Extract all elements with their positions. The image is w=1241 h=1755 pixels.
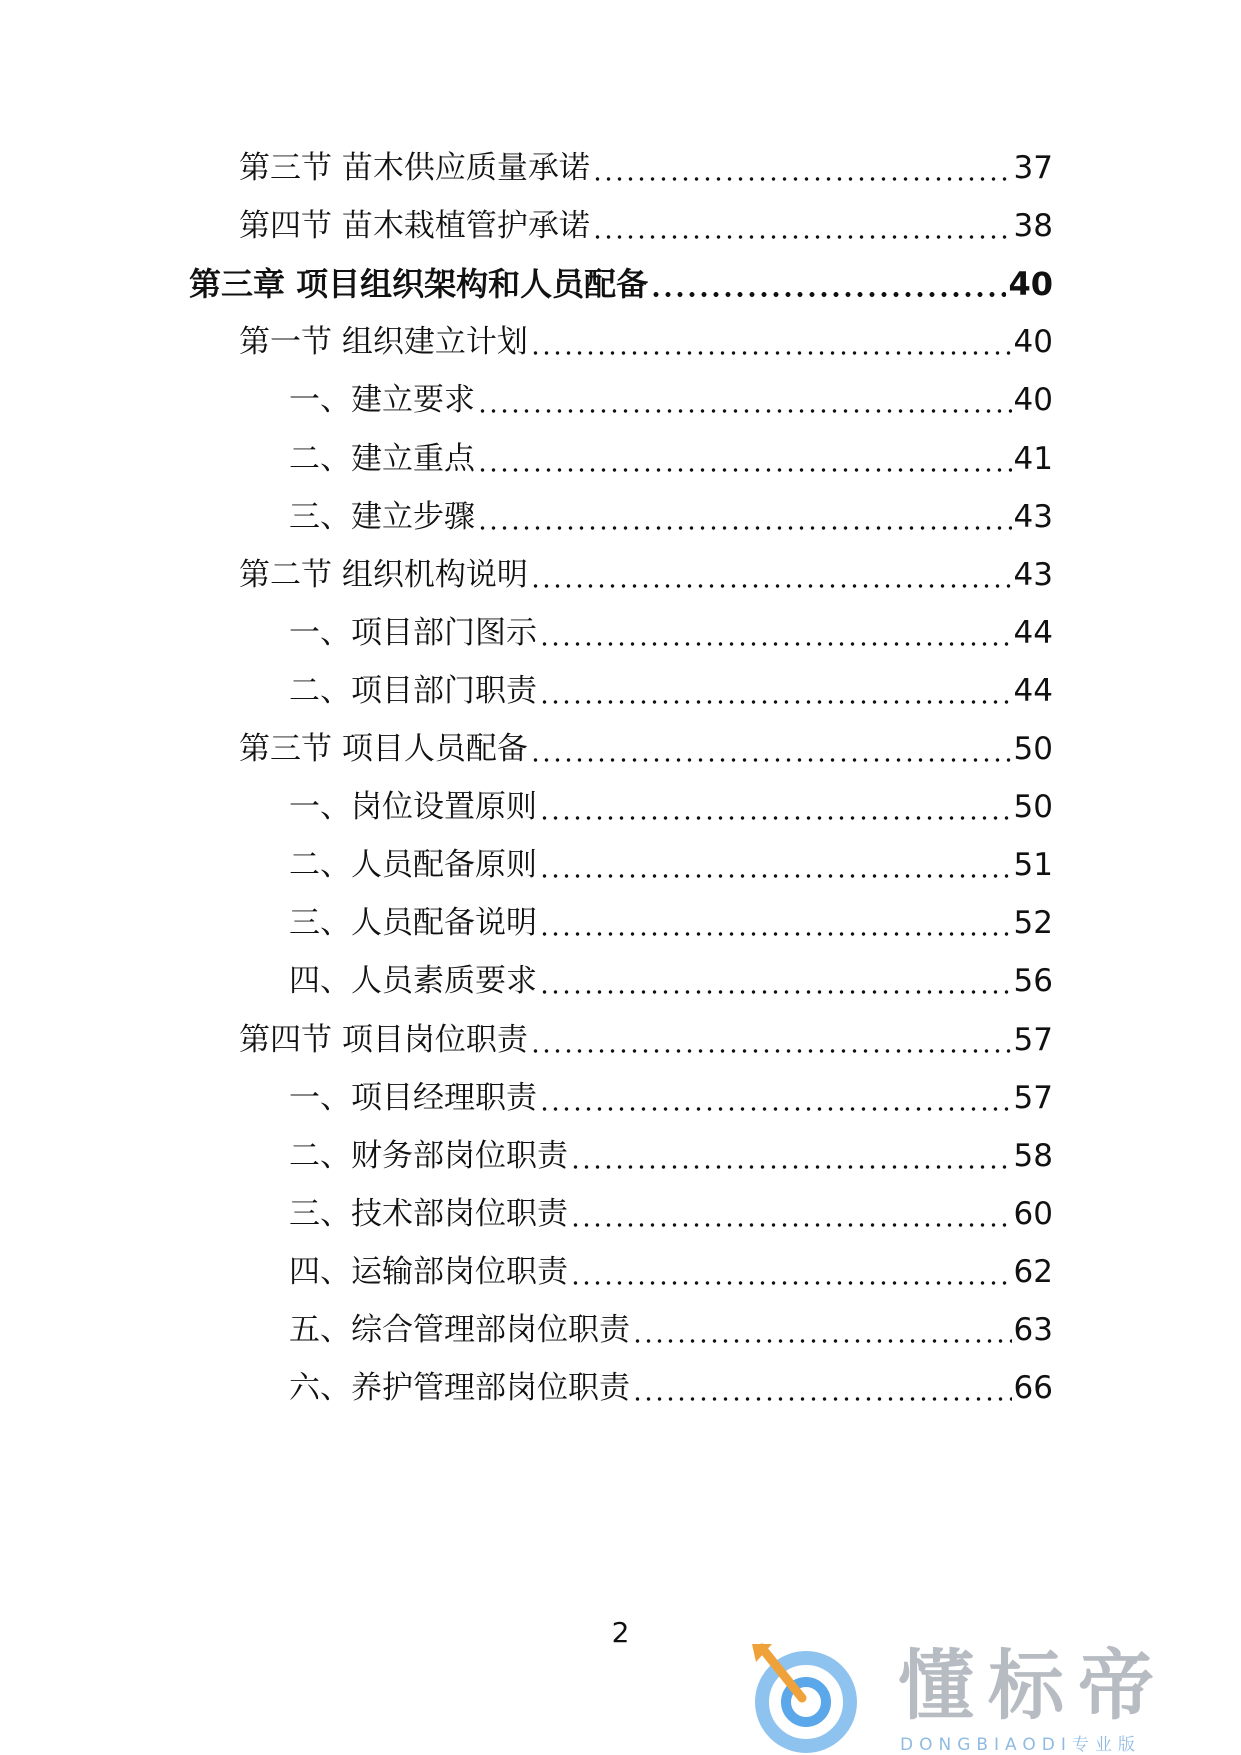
- toc-entry-page: 58: [1013, 1138, 1053, 1174]
- toc-dot-leader: [475, 380, 1014, 420]
- toc-entry-page: 50: [1013, 731, 1053, 767]
- toc-entry-page: 50: [1013, 789, 1053, 825]
- toc-entry[interactable]: [289, 439, 1053, 479]
- toc-entry-page: 66: [1013, 1370, 1053, 1406]
- toc-entry-page: 44: [1013, 615, 1053, 651]
- toc-entry-title: 第三章 项目组织架构和人员配备: [189, 265, 649, 303]
- toc-entry-page: 57: [1013, 1022, 1053, 1058]
- toc-entry-title: 第四节 苗木栽植管护承诺: [239, 208, 590, 244]
- toc-entry-title: 二、项目部门职责: [289, 673, 537, 709]
- toc-entry[interactable]: [239, 729, 1053, 769]
- toc-dot-leader: [590, 148, 1014, 188]
- toc-entry-page: 43: [1013, 557, 1053, 593]
- toc-dot-leader: [537, 903, 1014, 943]
- toc-entry-title: 三、技术部岗位职责: [289, 1196, 568, 1232]
- toc-entry[interactable]: [289, 845, 1053, 885]
- toc-entry-page: 63: [1013, 1312, 1053, 1348]
- toc-entry-page: 57: [1013, 1080, 1053, 1116]
- toc-entry-title: 二、人员配备原则: [289, 847, 537, 883]
- toc-dot-leader: [568, 1136, 1014, 1176]
- toc-entry[interactable]: [239, 1020, 1053, 1060]
- toc-dot-leader: [537, 613, 1014, 653]
- toc-entry-page: 62: [1013, 1254, 1053, 1290]
- toc-entry[interactable]: [289, 1252, 1053, 1292]
- toc-dot-leader: [630, 1368, 1014, 1408]
- toc-entry[interactable]: [289, 903, 1053, 943]
- toc-entry-title: 四、人员素质要求: [289, 963, 537, 999]
- toc-entry-page: 37: [1013, 150, 1053, 186]
- toc-entry[interactable]: [289, 1310, 1053, 1350]
- toc-entry[interactable]: [289, 1368, 1053, 1408]
- toc-dot-leader: [528, 322, 1014, 362]
- toc-dot-leader: [475, 439, 1014, 479]
- toc-dot-leader: [590, 206, 1014, 246]
- toc-entry-page: 40: [1013, 382, 1053, 418]
- toc-entry-title: 第三节 苗木供应质量承诺: [239, 150, 590, 186]
- toc-entry-page: 44: [1013, 673, 1053, 709]
- toc-entry[interactable]: [239, 555, 1053, 595]
- watermark-logo: [748, 1640, 1228, 1754]
- toc-entry[interactable]: [289, 961, 1053, 1001]
- toc-entry[interactable]: [289, 1078, 1053, 1118]
- toc-dot-leader: [528, 729, 1014, 769]
- toc-entry[interactable]: [289, 787, 1053, 827]
- toc-entry-title: 五、综合管理部岗位职责: [289, 1312, 630, 1348]
- toc-dot-leader: [537, 1078, 1014, 1118]
- toc-dot-leader: [630, 1310, 1014, 1350]
- toc-entry-title: 四、运输部岗位职责: [289, 1254, 568, 1290]
- toc-entry-title: 三、建立步骤: [289, 499, 475, 535]
- toc-dot-leader: [537, 671, 1014, 711]
- toc-entry[interactable]: [239, 148, 1053, 188]
- toc-entry-title: 一、项目部门图示: [289, 615, 537, 651]
- toc-entry-page: 43: [1013, 499, 1053, 535]
- toc-entry-page: 52: [1013, 905, 1053, 941]
- toc-entry-title: 一、项目经理职责: [289, 1080, 537, 1116]
- toc-entry-title: 第四节 项目岗位职责: [239, 1022, 528, 1058]
- toc-entry-title: 一、岗位设置原则: [289, 789, 537, 825]
- toc-dot-leader: [528, 555, 1014, 595]
- toc-entry-page: 40: [1008, 265, 1053, 303]
- toc-entry[interactable]: [289, 380, 1053, 420]
- toc-entry-title: 第一节 组织建立计划: [239, 324, 528, 360]
- toc-entry-page: 38: [1013, 208, 1053, 244]
- target-arrow-icon: [748, 1640, 878, 1754]
- toc-entry-title: 六、养护管理部岗位职责: [289, 1370, 630, 1406]
- watermark-subtitle: DONGBIAODI专业版: [900, 1735, 1141, 1755]
- toc-entry-title: 二、财务部岗位职责: [289, 1138, 568, 1174]
- toc-dot-leader: [537, 787, 1014, 827]
- toc-entry-title: 第二节 组织机构说明: [239, 557, 528, 593]
- toc-entry-page: 40: [1013, 324, 1053, 360]
- toc-entry[interactable]: [239, 206, 1053, 246]
- toc-entry[interactable]: [289, 671, 1053, 711]
- toc-entry-title: 一、建立要求: [289, 382, 475, 418]
- toc-entry-page: 56: [1013, 963, 1053, 999]
- toc-entry-title: 二、建立重点: [289, 441, 475, 477]
- toc-dot-leader: [568, 1194, 1014, 1234]
- toc-entry-page: 51: [1013, 847, 1053, 883]
- toc-entry[interactable]: [239, 322, 1053, 362]
- toc-dot-leader: [537, 845, 1014, 885]
- toc-entry[interactable]: [189, 264, 1053, 304]
- toc-entry-title: 三、人员配备说明: [289, 905, 537, 941]
- toc-dot-leader: [648, 264, 1008, 304]
- toc-entry[interactable]: [289, 497, 1053, 537]
- toc-dot-leader: [537, 961, 1014, 1001]
- toc-dot-leader: [475, 497, 1014, 537]
- toc-dot-leader: [528, 1020, 1014, 1060]
- toc-entry-page: 41: [1013, 441, 1053, 477]
- toc-entry-page: 60: [1013, 1196, 1053, 1232]
- toc-entry[interactable]: [289, 1194, 1053, 1234]
- toc-dot-leader: [568, 1252, 1014, 1292]
- toc-entry-title: 第三节 项目人员配备: [239, 731, 528, 767]
- toc-entry[interactable]: [289, 1136, 1053, 1176]
- page-number: 2: [611, 1616, 630, 1649]
- toc-entry[interactable]: [289, 613, 1053, 653]
- watermark-brand-name: 懂标帝: [898, 1641, 1168, 1730]
